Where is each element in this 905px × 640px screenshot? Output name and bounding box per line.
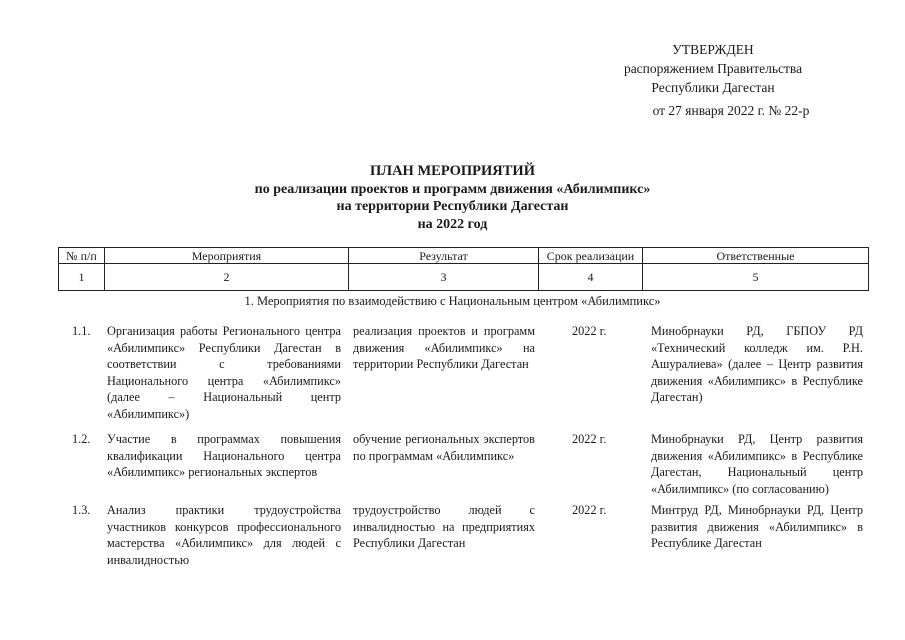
header-responsible: Ответственные [643,248,869,264]
row-responsible: Минобрнауки РД, ГБПОУ РД «Технический колледж им. Р.Н. Ашуралиева» (далее – Центр развития движения «Абилимпикс» в Республике Дагестан) [651,324,863,405]
row-responsible: Минтруд РД, Минобрнауки РД, Центр развития движения «Абилимпикс» в Республике Дагестан [651,503,863,551]
column-number-5: 5 [643,264,869,291]
row-number: 1.3. [72,503,91,517]
row-term: 2022 г. [572,324,607,338]
header-number: № п/п [59,248,105,264]
row-activity: Анализ практики трудоустройства участников конкурсов профессионального мастерства «Абилимпикс» для людей с инвалидностью [107,503,341,567]
title-line-3: на территории Республики Дагестан [336,199,569,214]
title-line-2: по реализации проектов и программ движения «Абилимпикс» [254,181,651,197]
approval-date: от 27 января 2022 г. № 22-р [652,103,810,118]
column-number-3: 3 [349,264,539,291]
row-number: 1.1. [72,324,91,338]
row-activity: Организация работы Регионального центра «Абилимпикс» Республики Дагестан в соответствии с требованиями Национального центра «Абилимпикс» (далее – Национальный центр «Абилимпикс») [107,324,341,421]
row-number: 1.2. [72,432,91,446]
column-number-2: 2 [105,264,349,291]
row-result: трудоустройство людей с инвалидностью на предприятиях Республики Дагестан [353,503,535,551]
row-activity: Участие в программах повышения квалификации Национального центра «Абилимпикс» региональных экспертов [107,432,341,480]
table-header-row [59,248,869,264]
approval-stamp [583,40,843,120]
row-term: 2022 г. [572,503,607,517]
row-result: обучение региональных экспертов по программам «Абилимпикс» [353,432,535,463]
document-title [0,163,905,233]
section-heading: 1. Мероприятия по взаимодействию с Национальным центром «Абилимпикс» [244,294,661,308]
row-term: 2022 г. [572,432,607,446]
row-result: реализация проектов и программ движения «Абилимпикс» на территории Республики Дагестан [353,324,535,372]
header-term: Срок реализации [539,248,643,264]
plan-table-header [58,247,869,291]
approval-by: распоряжением Правительства [623,61,803,76]
header-activities: Мероприятия [105,248,349,264]
table-column-numbers-row [59,264,869,291]
approval-government: Республики Дагестан [651,80,775,95]
approval-heading: УТВЕРЖДЕН [672,42,754,57]
title-line-4: на 2022 год [417,216,488,232]
row-responsible: Минобрнауки РД, Центр развития движения «Абилимпикс» в Республике Дагестан, Национальный центр «Абилимпикс» (по согласованию) [651,432,863,496]
title-line-1: ПЛАН МЕРОПРИЯТИЙ [370,163,535,179]
column-number-1: 1 [59,264,105,291]
header-result: Результат [349,248,539,264]
column-number-4: 4 [539,264,643,291]
